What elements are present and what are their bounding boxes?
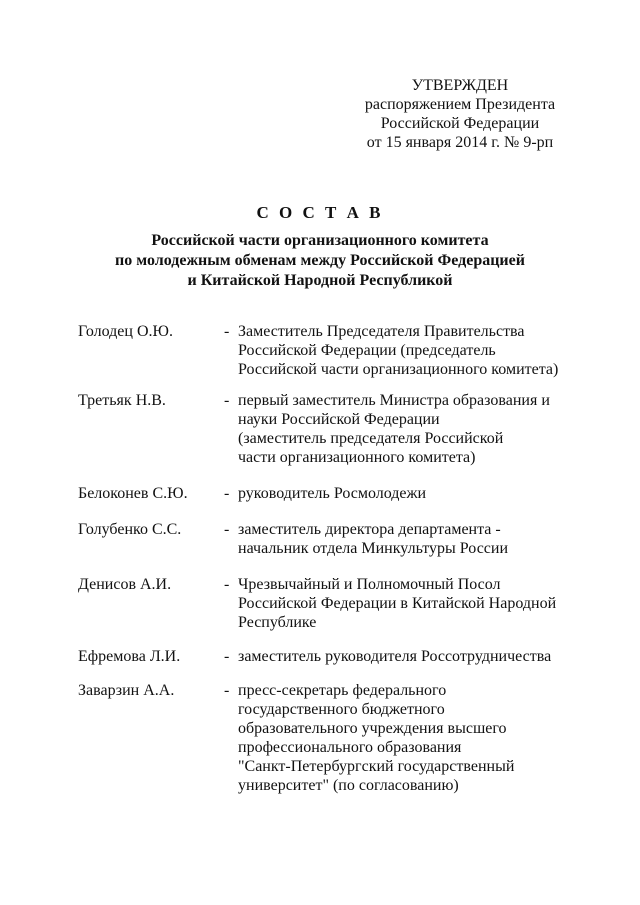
approval-line: распоряжением Президента — [364, 96, 556, 113]
member-entry — [78, 484, 578, 503]
member-name: Ефремова Л.И. — [78, 648, 181, 665]
member-dash: - — [224, 392, 230, 409]
role-line: Заместитель Председателя Правительства — [238, 323, 525, 340]
member-entry — [78, 520, 578, 558]
member-dash: - — [224, 485, 230, 502]
member-role — [238, 484, 578, 503]
member-name: Голодец О.Ю. — [78, 323, 173, 340]
document-title: С О С Т А В — [256, 203, 384, 222]
member-entry — [78, 647, 578, 666]
member-name: Денисов А.И. — [78, 576, 172, 593]
role-line: заместитель директора департамента - — [238, 521, 501, 538]
member-entry — [78, 681, 578, 795]
role-line: университет" (по согласованию) — [238, 777, 459, 794]
member-entry — [78, 391, 578, 467]
member-role — [238, 322, 578, 379]
member-dash: - — [224, 682, 230, 699]
member-name: Белоконев С.Ю. — [78, 485, 188, 502]
role-line: заместитель руководителя Россотрудничества — [238, 648, 552, 665]
members-list — [78, 322, 578, 795]
role-line: (заместитель председателя Российской — [238, 430, 504, 447]
role-line: Российской части организационного комитета) — [238, 361, 559, 378]
role-line: "Санкт-Петербургский государственный — [238, 758, 515, 775]
document-subtitle — [0, 231, 640, 291]
member-dash: - — [224, 576, 230, 593]
role-line: пресс-секретарь федерального — [238, 682, 447, 699]
subtitle-line: Российской части организационного комитета — [151, 232, 489, 249]
member-name: Голубенко С.С. — [78, 521, 182, 538]
member-role — [238, 520, 578, 558]
member-entry — [78, 575, 578, 632]
role-line: руководитель Росмолодежи — [238, 485, 427, 502]
role-line: первый заместитель Министра образования и — [238, 392, 550, 409]
role-line: Республике — [238, 614, 317, 631]
role-line: Российской Федерации в Китайской Народной — [238, 595, 557, 612]
approval-line: Российской Федерации — [380, 115, 540, 132]
role-line: образовательного учреждения высшего — [238, 720, 507, 737]
member-dash: - — [224, 648, 230, 665]
approval-line: УТВЕРЖДЕН — [411, 77, 509, 94]
role-line: части организационного комитета) — [238, 449, 476, 466]
role-line: науки Российской Федерации — [238, 411, 440, 428]
member-dash: - — [224, 521, 230, 538]
role-line: начальник отдела Минкультуры России — [238, 540, 509, 557]
role-line: Чрезвычайный и Полномочный Посол — [238, 576, 501, 593]
member-entry — [78, 322, 578, 379]
member-role — [238, 681, 578, 795]
role-line: профессионального образования — [238, 739, 462, 756]
role-line: государственного бюджетного — [238, 701, 445, 718]
role-line: Российской Федерации (председатель — [238, 342, 496, 359]
member-name: Заварзин А.А. — [78, 682, 175, 699]
approval-stamp — [350, 76, 570, 152]
approval-line: от 15 января 2014 г. № 9-рп — [366, 134, 554, 151]
member-name: Третьяк Н.В. — [78, 392, 166, 409]
member-dash: - — [224, 323, 230, 340]
subtitle-line: и Китайской Народной Республикой — [187, 272, 453, 289]
subtitle-line: по молодежным обменам между Российской Федерацией — [115, 252, 525, 269]
member-role — [238, 575, 578, 632]
member-role — [238, 391, 578, 467]
member-role — [238, 647, 578, 666]
